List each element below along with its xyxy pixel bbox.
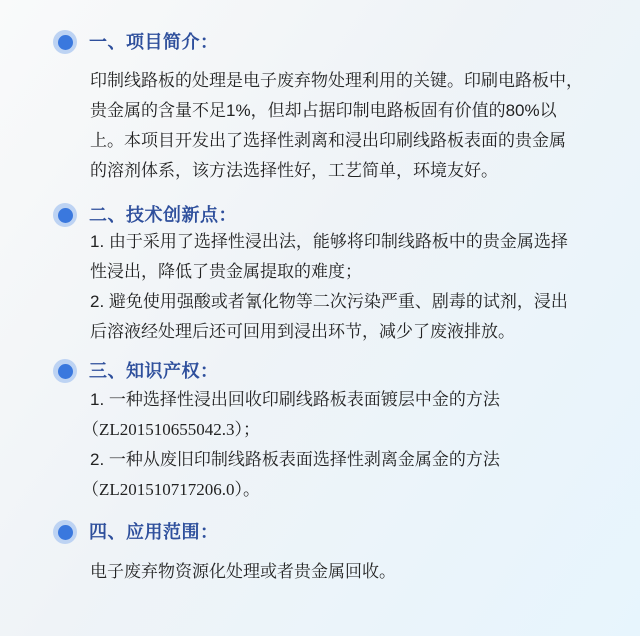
section: [0, 30, 640, 186]
text-line: 2. 一种从废旧印制线路板表面选择性剥离金属金的方法: [90, 450, 500, 469]
text-line: 2. 避免使用强酸或者氰化物等二次污染严重、剧毒的试剂，浸出: [90, 292, 568, 311]
text-line: 1. 一种选择性浸出回收印刷线路板表面镀层中金的方法: [90, 390, 500, 409]
section-header: [53, 30, 640, 54]
text-line: 上。本项目开发出了选择性剥离和浸出印刷线路板表面的贵金属: [90, 131, 566, 150]
text-line: 电子废弃物资源化处理或者贵金属回收。: [90, 562, 396, 581]
bullet-inner-dot: [58, 35, 73, 50]
sections: [0, 30, 640, 587]
bullet-icon: [53, 520, 77, 544]
section-body: [82, 385, 640, 505]
text-line: 的溶剂体系，该方法选择性好，工艺简单，环境友好。: [90, 161, 498, 180]
bullet-inner-dot: [58, 525, 73, 540]
section-header: [53, 520, 640, 544]
section: [0, 203, 640, 347]
section-title: 二、技术创新点：: [89, 205, 237, 225]
section-body: [90, 66, 640, 186]
bullet-inner-dot: [58, 364, 73, 379]
section: [0, 359, 640, 505]
section-title: 四、应用范围：: [89, 522, 219, 542]
document-page: [0, 30, 640, 636]
text-line: （ZL201510717206.0）。: [82, 480, 261, 499]
section-title: 三、知识产权：: [89, 361, 219, 381]
section: [0, 520, 640, 587]
text-line: 印制线路板的处理是电子废弃物处理利用的关键。印刷电路板中，: [90, 71, 583, 90]
section-header: [53, 359, 640, 383]
text-line: （ZL201510655042.3）；: [82, 420, 261, 439]
text-line: 1. 由于采用了选择性浸出法，能够将印制线路板中的贵金属选择: [90, 232, 568, 251]
section-body: [90, 227, 640, 347]
bullet-icon: [53, 30, 77, 54]
text-line: 性浸出，降低了贵金属提取的难度；: [90, 262, 362, 281]
bullet-icon: [53, 359, 77, 383]
text-line: 贵金属的含量不足1%，但却占据印制电路板固有价值的80%以: [90, 101, 557, 120]
bullet-icon: [53, 203, 77, 227]
text-line: 后溶液经处理后还可回用到浸出环节，减少了废液排放。: [90, 322, 515, 341]
section-header: [53, 203, 640, 227]
bullet-inner-dot: [58, 208, 73, 223]
section-title: 一、项目简介：: [89, 32, 219, 52]
section-body: [90, 557, 640, 587]
